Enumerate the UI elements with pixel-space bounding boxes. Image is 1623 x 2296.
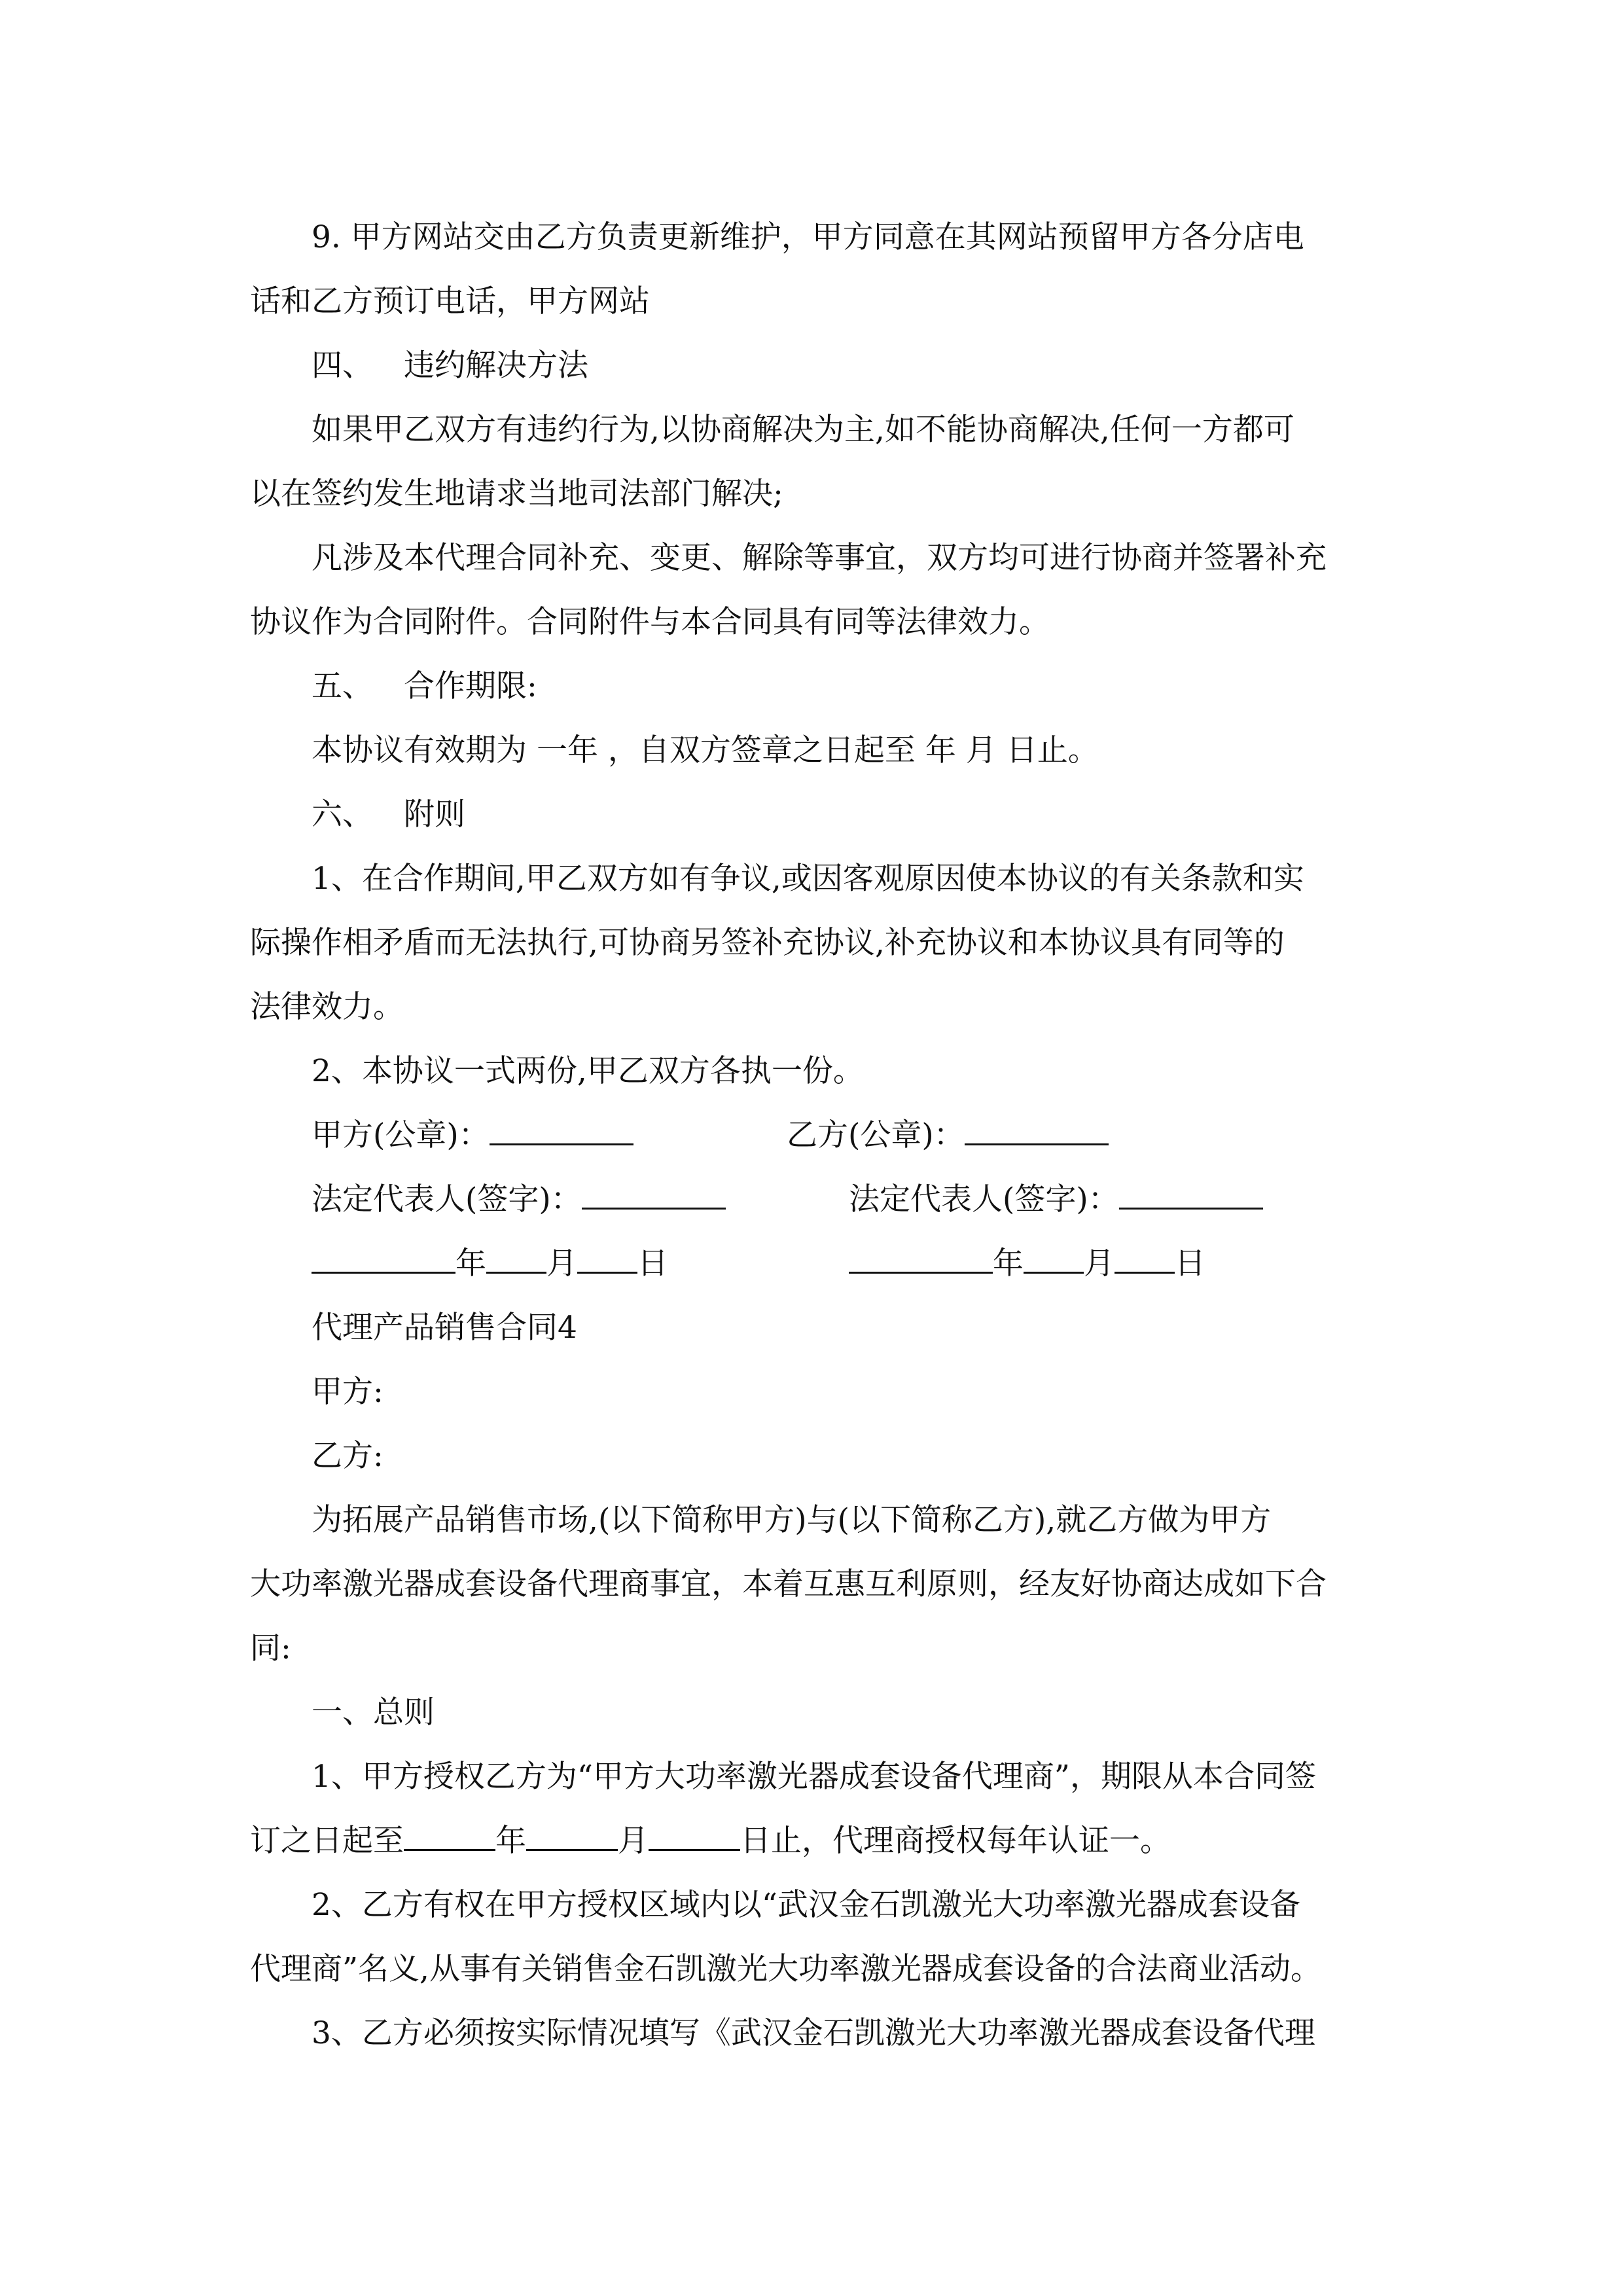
general-clause-3-line-1: 3、乙方必须按实际情况填写《武汉金石凯激光大功率激光器成套设备代理	[312, 2015, 1315, 2051]
party-b-month-label: 月	[1084, 1246, 1115, 1282]
clause-1-year-blank	[404, 1823, 495, 1851]
annex-clause-1-line-1: 1、在合作期间,甲乙双方如有争议,或因客观原因使本协议的有关条款和实	[312, 861, 1304, 897]
party-a-rep-label: 法定代表人(签字)：	[312, 1181, 582, 1217]
preamble-line-2: 大功率激光器成套设备代理商事宜，本着互惠互利原则，经友好协商达成如下合	[250, 1566, 1327, 1602]
party-b-rep-label: 法定代表人(签字)：	[849, 1181, 1119, 1217]
amendment-paragraph-line-2: 协议作为合同附件。合同附件与本合同具有同等法律效力。	[250, 604, 1050, 640]
party-a-month-label: 月	[546, 1246, 577, 1282]
preamble-line-3: 同:	[250, 1630, 291, 1666]
general-clause-2-line-1: 2、乙方有权在甲方授权区域内以“武汉金石凯激光大功率激光器成套设备	[312, 1887, 1300, 1923]
preamble-line-1: 为拓展产品销售市场,(以下简称甲方)与(以下简称乙方),就乙方做为甲方	[312, 1502, 1272, 1538]
general-clause-1-line-1: 1、甲方授权乙方为“甲方大功率激光器成套设备代理商”，期限从本合同签	[312, 1759, 1316, 1795]
section-6-title: 附则	[404, 797, 465, 833]
clause-1-month-blank	[526, 1823, 618, 1851]
party-a-day-blank	[577, 1246, 637, 1274]
section-5-number: 五、	[312, 668, 373, 704]
section-4-heading	[250, 334, 1382, 398]
signature-date-row	[250, 1232, 1382, 1296]
party-b-seal	[787, 1103, 1109, 1168]
party-a-day-label: 日	[637, 1246, 668, 1282]
amendment-paragraph-line-1: 凡涉及本代理合同补充、变更、解除等事宜，双方均可进行协商并签署补充	[312, 540, 1327, 576]
party-b-rep-blank	[1119, 1181, 1263, 1210]
party-a-month-blank	[486, 1246, 546, 1274]
party-b-year-label: 年	[993, 1246, 1024, 1282]
clause-1-day-blank	[649, 1823, 740, 1851]
clause-9-line-2: 话和乙方预订电话，甲方网站	[250, 283, 650, 319]
section-4-title: 违约解决方法	[404, 348, 588, 384]
contract-4-title: 代理产品销售合同4	[312, 1310, 577, 1346]
clause-1-month-label: 月	[618, 1823, 649, 1859]
party-b-date	[849, 1232, 1205, 1296]
breach-paragraph-line-1: 如果甲乙双方有违约行为,以协商解决为主,如不能协商解决,任何一方都可	[312, 412, 1294, 448]
party-a-label: 甲方:	[312, 1374, 383, 1410]
party-a-representative	[312, 1168, 726, 1232]
party-a-year-blank	[312, 1246, 455, 1274]
party-a-year-label: 年	[455, 1246, 486, 1282]
clause-9-line-1: 9. 甲方网站交由乙方负责更新维护，甲方同意在其网站预留甲方各分店电	[312, 219, 1304, 255]
party-a-seal-blank	[490, 1117, 633, 1145]
breach-paragraph-line-2: 以在签约发生地请求当地司法部门解决;	[250, 476, 783, 512]
clause-1-year-label: 年	[495, 1823, 526, 1859]
annex-clause-1-line-3: 法律效力。	[250, 989, 404, 1025]
seal-signature-row	[250, 1103, 1382, 1168]
party-b-year-blank	[849, 1246, 993, 1274]
section-6-heading	[250, 783, 1382, 847]
section-5-heading	[250, 655, 1382, 719]
document-body	[250, 206, 1382, 2066]
party-b-month-blank	[1024, 1246, 1084, 1274]
clause-1-date-suffix: 日止，代理商授权每年认证一。	[740, 1823, 1171, 1859]
party-b-day-blank	[1115, 1246, 1175, 1274]
representative-signature-row	[250, 1168, 1382, 1232]
general-provisions-heading: 一、总则	[312, 1695, 435, 1731]
section-5-title: 合作期限:	[404, 668, 537, 704]
party-b-day-label: 日	[1175, 1246, 1205, 1282]
section-6-number: 六、	[312, 797, 373, 833]
section-4-number: 四、	[312, 348, 373, 384]
annex-clause-2: 2、本协议一式两份,甲乙双方各执一份。	[312, 1053, 864, 1089]
party-a-rep-blank	[582, 1181, 726, 1210]
party-b-seal-label: 乙方(公章)：	[787, 1117, 965, 1153]
party-b-label: 乙方:	[312, 1438, 383, 1474]
party-b-seal-blank	[965, 1117, 1109, 1145]
clause-1-date-prefix: 订之日起至	[250, 1823, 404, 1859]
party-a-seal	[312, 1103, 633, 1168]
general-clause-2-line-2: 代理商”名义,从事有关销售金石凯激光大功率激光器成套设备的合法商业活动。	[250, 1951, 1321, 1987]
party-b-representative	[849, 1168, 1263, 1232]
party-a-date	[312, 1232, 668, 1296]
term-paragraph: 本协议有效期为 一年 ，自双方签章之日起至 年 月 日止。	[312, 732, 1099, 768]
annex-clause-1-line-2: 际操作相矛盾而无法执行,可协商另签补充协议,补充协议和本协议具有同等的	[250, 925, 1285, 961]
party-a-seal-label: 甲方(公章)：	[312, 1117, 490, 1153]
general-clause-1-line-2	[250, 1809, 1382, 1873]
